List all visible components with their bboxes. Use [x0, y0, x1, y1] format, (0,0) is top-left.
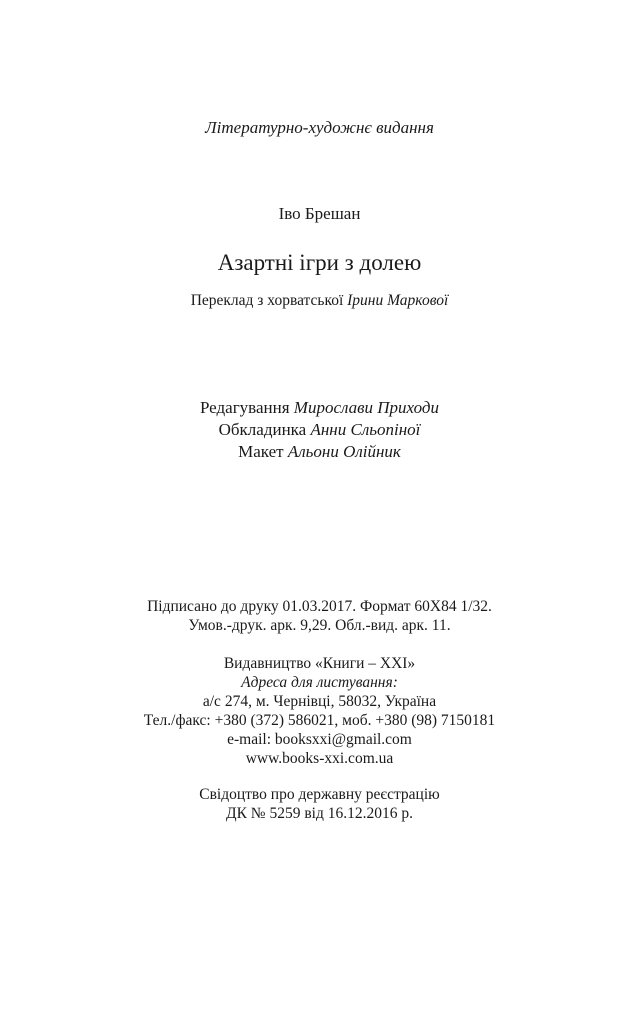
translation-prefix: Переклад з хорватської — [190, 292, 348, 309]
postal-address: а/с 274, м. Чернівці, 58032, Україна — [202, 693, 437, 710]
registration-number: ДК № 5259 від 16.12.2016 р. — [226, 805, 413, 822]
credit-role: Макет — [238, 442, 288, 461]
print-sheets-info: Умов.-друк. арк. 9,29. Обл.-вид. арк. 11. — [188, 617, 451, 634]
genre-label: Літературно-художнє видання — [205, 118, 434, 137]
registration-certificate: Свідоцтво про державну реєстрацію — [199, 786, 440, 803]
credit-role: Обкладинка — [218, 420, 311, 439]
author-name: Іво Брешан — [278, 204, 361, 223]
email-info: e-mail: booksxxi@gmail.com — [227, 731, 412, 748]
address-label: Адреса для листування: — [241, 674, 398, 691]
print-signing-info: Підписано до друку 01.03.2017. Формат 60Х84 1/32. — [147, 598, 492, 615]
layout-credit — [0, 442, 639, 462]
credit-role: Редагування — [199, 398, 294, 417]
cover-credit — [0, 420, 639, 440]
translation-credit — [0, 292, 639, 310]
website-info: www.books-xxi.com.ua — [245, 750, 394, 767]
publisher-name: Видавництво «Книги – ХХІ» — [223, 655, 416, 672]
credit-person: Анни Сльопіної — [310, 420, 421, 439]
phone-info: Тел./факс: +380 (372) 586021, моб. +380 (98) 7150181 — [143, 712, 496, 729]
book-title: Азартні ігри з долею — [217, 250, 422, 275]
credit-person: Альони Олійник — [287, 442, 401, 461]
translator-name: Ірини Маркової — [347, 292, 449, 309]
editor-credit — [0, 398, 639, 418]
credit-person: Мирослави Приходи — [293, 398, 440, 417]
